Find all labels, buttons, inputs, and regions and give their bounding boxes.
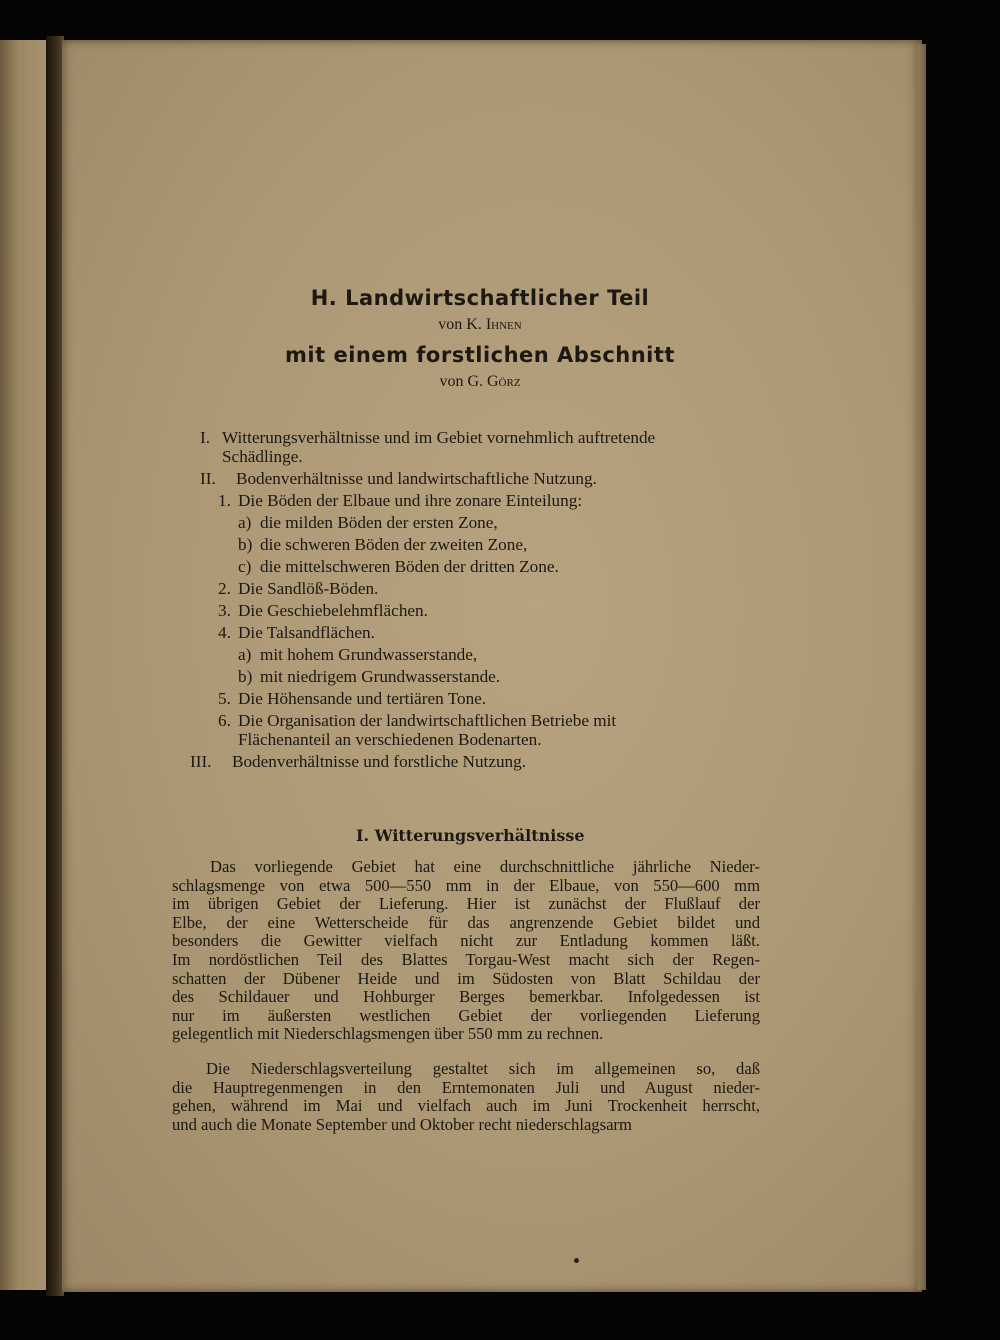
toc-line	[200, 730, 780, 749]
toc-text: mit hohem Grundwasserstande,	[260, 645, 478, 664]
toc-line	[200, 557, 780, 576]
text-line: gelegentlich mit Niederschlagsmengen über 550 mm zu rechnen.	[172, 1024, 604, 1044]
toc-number: 5.	[218, 689, 231, 708]
toc-number: b)	[238, 667, 253, 686]
toc-line	[200, 469, 780, 488]
text-line: die Hauptregenmengen in den Erntemonaten Juli und August nieder-	[172, 1077, 760, 1097]
toc-line	[200, 447, 780, 466]
text-line: Im nordöstlichen Teil des Blattes Torgau-West macht sich der Regen-	[172, 949, 760, 969]
toc-text: die schweren Böden der zweiten Zone,	[260, 535, 528, 554]
author-name: Görz	[487, 373, 521, 390]
toc-line	[200, 579, 780, 598]
toc-text: Die Sandlöß-Böden.	[238, 579, 379, 598]
toc-number: II.	[200, 469, 216, 488]
toc-line	[200, 601, 780, 620]
toc-line	[200, 513, 780, 532]
toc-number: 2.	[218, 579, 231, 598]
toc-text: Flächenanteil an verschiedenen Bodenarten.	[238, 730, 542, 749]
toc-text: Witterungsverhältnisse und im Gebiet vornehmlich auftretende	[222, 428, 656, 447]
author-byline-2	[200, 373, 760, 391]
toc-text: Bodenverhältnisse und forstliche Nutzung.	[232, 752, 527, 771]
toc-number: 1.	[218, 491, 231, 510]
author-byline-1	[200, 316, 760, 334]
table-of-contents	[190, 428, 780, 771]
toc-number: I.	[200, 428, 211, 447]
toc-line	[200, 535, 780, 554]
text-line: im übrigen Gebiet der Lieferung. Hier ist zunächst der Flußlauf der	[172, 894, 760, 914]
toc-text: Die Höhensande und tertiären Tone.	[238, 689, 487, 708]
text-line: nur im äußersten westlichen Gebiet der vorliegenden Lieferung	[172, 1005, 760, 1025]
toc-text: Die Böden der Elbaue und ihre zonare Einteilung:	[238, 491, 583, 510]
toc-number: a)	[238, 513, 252, 532]
toc-text: Bodenverhältnisse und landwirtschaftliche Nutzung.	[236, 469, 597, 488]
author-name: Ihnen	[485, 316, 522, 333]
text-line: Elbe, der eine Wetterscheide für das angrenzende Gebiet bildet und	[172, 912, 760, 932]
paragraph-2	[172, 1060, 760, 1134]
toc-number: b)	[238, 535, 253, 554]
toc-number: 4.	[218, 623, 231, 642]
toc-text: Die Talsandflächen.	[238, 623, 375, 642]
text-line: des Schildauer und Hohburger Berges bemerkbar. Infolgedessen ist	[172, 987, 760, 1007]
toc-text: mit niedrigem Grundwasserstande.	[260, 667, 501, 686]
toc-number: 6.	[218, 711, 231, 730]
page-edge	[918, 44, 926, 1290]
chapter-title: H. Landwirtschaftlicher Teil	[310, 286, 650, 310]
toc-line	[200, 491, 780, 510]
paragraph-1	[172, 858, 760, 1044]
section-heading: I. Witterungsverhältnisse	[356, 826, 585, 845]
toc-number: a)	[238, 645, 252, 664]
toc-number: III.	[190, 752, 212, 771]
text-line: schlagsmenge von etwa 500—550 mm in der Elbaue, von 550—600 mm	[172, 875, 760, 895]
toc-line	[190, 752, 780, 771]
toc-line	[200, 623, 780, 642]
text-line: besonders die Gewitter vielfach nicht zur Entladung kommen läßt.	[172, 931, 760, 951]
toc-number: 3.	[218, 601, 231, 620]
chapter-subtitle: mit einem forstlichen Abschnitt	[285, 343, 675, 367]
text-line: und auch die Monate September und Oktober recht niederschlagsarm	[172, 1114, 632, 1134]
toc-line	[200, 667, 780, 686]
text-line: schatten der Dübener Heide und im Südosten von Blatt Schildau der	[172, 968, 760, 988]
text-line: Die Niederschlagsverteilung gestaltet sich im allgemeinen so, daß	[206, 1059, 760, 1078]
toc-text: die milden Böden der ersten Zone,	[260, 513, 498, 532]
toc-text: Schädlinge.	[222, 447, 303, 466]
toc-text: die mittelschweren Böden der dritten Zone.	[260, 557, 559, 576]
text-line: gehen, während im Mai und vielfach auch im Juni Trockenheit herrscht,	[172, 1096, 760, 1116]
byline-prefix: von G.	[439, 373, 483, 390]
page-mark	[574, 1258, 579, 1263]
toc-line	[200, 711, 780, 730]
toc-text: Die Organisation der landwirtschaftlichen Betriebe mit	[238, 711, 617, 730]
toc-line	[200, 689, 780, 708]
toc-line	[200, 645, 780, 664]
left-page-edge	[0, 40, 46, 1290]
toc-line	[200, 428, 780, 447]
toc-number: c)	[238, 557, 252, 576]
byline-prefix: von K.	[438, 316, 482, 333]
text-line: Das vorliegende Gebiet hat eine durchschnittliche jährliche Nieder-	[210, 857, 760, 876]
toc-text: Die Geschiebelehmflächen.	[238, 601, 428, 620]
